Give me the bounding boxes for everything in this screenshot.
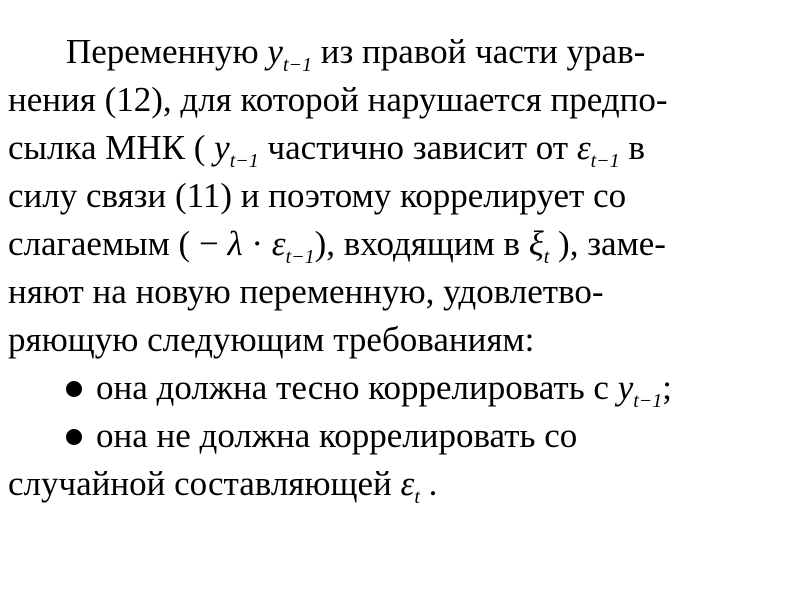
paragraph-line-3	[8, 124, 645, 172]
bullet-item-1	[66, 364, 672, 412]
text: силу связи (11) и поэтому коррелирует со	[8, 176, 627, 215]
text: частично зависит от	[258, 128, 577, 167]
paragraph-line-10	[8, 460, 437, 508]
var-y: $y_{t-1}$	[214, 128, 259, 172]
subscript: t−1	[590, 150, 620, 172]
text: нения (12), для которой нарушается предпо-	[8, 80, 668, 119]
dot-operator: ·	[242, 224, 272, 263]
subscript: t	[543, 246, 550, 268]
text: она не должна коррелировать со	[96, 416, 578, 455]
text: случайной составляющей	[8, 464, 401, 503]
bullet-item-2	[66, 412, 577, 460]
var-epsilon: $\varepsilon_{t-1}$	[576, 128, 620, 172]
paragraph-line-2	[8, 76, 668, 124]
subscript: t−1	[285, 246, 315, 268]
text: няют на новую переменную, удовлетво-	[8, 272, 604, 311]
var-xi: $\xi_t$	[528, 224, 550, 268]
paragraph-line-7	[8, 316, 534, 364]
paragraph-line-1	[66, 28, 645, 76]
subscript: t−1	[633, 390, 663, 412]
var-epsilon: $\varepsilon_t$	[400, 464, 420, 508]
text: из правой части урав-	[312, 32, 646, 71]
var-y: $y_{t-1}$	[617, 368, 663, 412]
text: Переменную	[66, 32, 268, 71]
paragraph-line-6	[8, 268, 604, 316]
text: слагаемым (	[8, 224, 191, 263]
paragraph-line-4	[8, 172, 626, 220]
paragraph-line-5	[8, 220, 666, 268]
text: ), заме-	[549, 224, 666, 263]
subscript: t−1	[282, 54, 312, 76]
text: сылка МНК (	[8, 128, 215, 167]
text: ), входящим в	[314, 224, 529, 263]
text: в	[619, 128, 645, 167]
var-epsilon: $\varepsilon_{t-1}$	[271, 224, 315, 268]
var-y: $y_{t-1}$	[267, 32, 312, 76]
bullet-icon	[66, 381, 82, 397]
var-lambda: λ	[227, 224, 243, 263]
text: ряющую следующим требованиям:	[8, 320, 535, 359]
text: ;	[662, 368, 673, 407]
text: .	[419, 464, 438, 503]
subscript: t	[414, 486, 420, 508]
bullet-icon	[66, 429, 82, 445]
subscript: t−1	[229, 150, 259, 172]
minus-sign: −	[190, 224, 228, 263]
text: она должна тесно коррелировать с	[96, 368, 618, 407]
